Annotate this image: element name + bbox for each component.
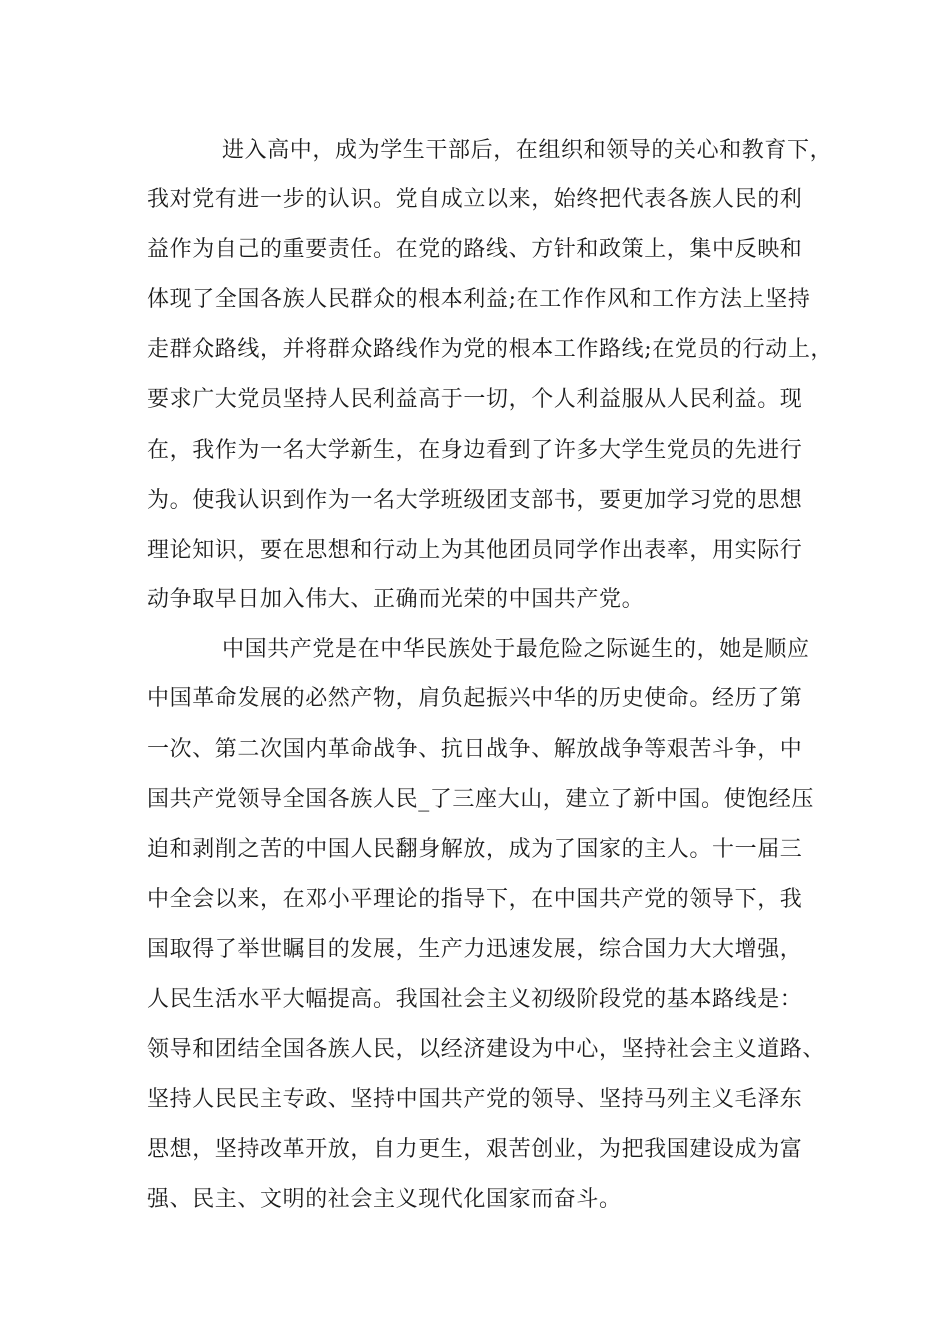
paragraph-2-line-5: 迫和剥削之苦的中国人民翻身解放，成为了国家的主人。十一届三 <box>147 837 803 862</box>
paragraph-1-line-7: 在，我作为一名大学新生，在身边看到了许多大学生党员的先进行 <box>147 438 803 463</box>
paragraph-1-line-4: 体现了全国各族人民群众的根本利益;在工作作风和工作方法上坚持 <box>147 287 811 312</box>
paragraph-2-line-2: 中国革命发展的必然产物，肩负起振兴中华的历史使命。经历了第 <box>147 686 803 711</box>
paragraph-2-line-3: 一次、第二次国内革命战争、抗日战争、解放战争等艰苦斗争，中 <box>147 737 803 762</box>
paragraph-2-line-12: 强、民主、文明的社会主义现代化国家而奋斗。 <box>147 1187 622 1212</box>
paragraph-1-line-3: 益作为自己的重要责任。在党的路线、方针和政策上，集中反映和 <box>147 237 803 262</box>
paragraph-1-line-5: 走群众路线，并将群众路线作为党的根本工作路线;在党员的行动上， <box>147 337 834 362</box>
paragraph-2-line-1: 中国共产党是在中华民族处于最危险之际诞生的，她是顺应 <box>222 637 810 662</box>
paragraph-1-line-6: 要求广大党员坚持人民利益高于一切，个人利益服从人民利益。现 <box>147 387 803 412</box>
paragraph-1-line-8: 为。使我认识到作为一名大学班级团支部书，要更加学习党的思想 <box>147 488 803 513</box>
paragraph-2-line-8: 人民生活水平大幅提高。我国社会主义初级阶段党的基本路线是： <box>147 987 803 1012</box>
paragraph-2-line-4: 国共产党领导全国各族人民_了三座大山，建立了新中国。使饱经压 <box>147 787 815 812</box>
paragraph-1-line-2: 我对党有进一步的认识。党自成立以来，始终把代表各族人民的利 <box>147 187 803 212</box>
paragraph-2-line-9: 领导和团结全国各族人民，以经济建设为中心，坚持社会主义道路、 <box>147 1037 826 1062</box>
paragraph-1-line-10: 动争取早日加入伟大、正确而光荣的中国共产党。 <box>147 587 645 612</box>
paragraph-2-line-6: 中全会以来，在邓小平理论的指导下，在中国共产党的领导下，我 <box>147 887 803 912</box>
paragraph-1-line-9: 理论知识，要在思想和行动上为其他团员同学作出表率，用实际行 <box>147 538 803 563</box>
paragraph-1-line-1: 进入高中，成为学生干部后，在组织和领导的关心和教育下， <box>222 138 833 163</box>
paragraph-2-line-7: 国取得了举世瞩目的发展，生产力迅速发展，综合国力大大增强， <box>147 937 803 962</box>
paragraph-2-line-10: 坚持人民民主专政、坚持中国共产党的领导、坚持马列主义毛泽东 <box>147 1087 803 1112</box>
paragraph-2-line-11: 思想，坚持改革开放，自力更生，艰苦创业，为把我国建设成为富 <box>147 1137 803 1162</box>
